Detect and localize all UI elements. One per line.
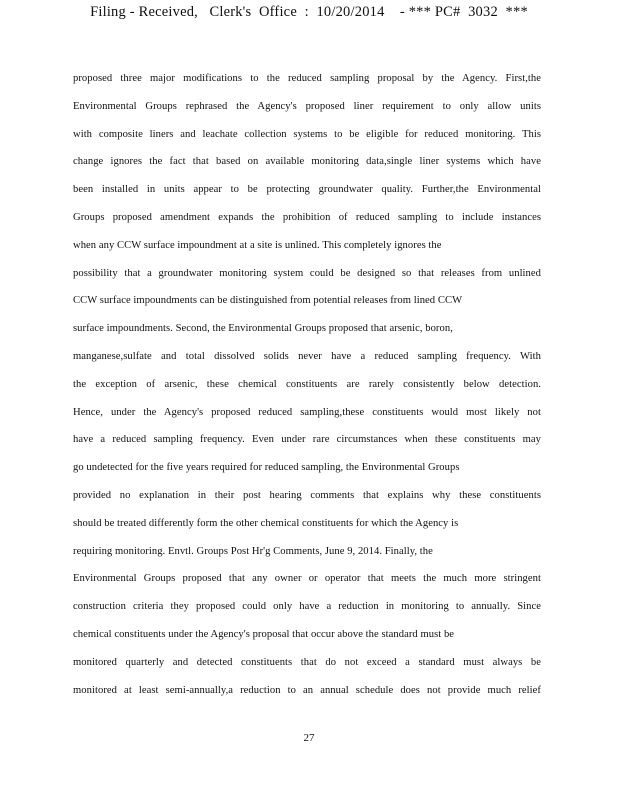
body-line: requiring monitoring. Envtl. Groups Post Hr'g Comments, June 9, 2014. Finally, the xyxy=(73,545,433,557)
body-line: proposed three major modifications to the reduced sampling proposal by the Agency. First,the xyxy=(73,73,541,84)
body-line: Hence, under the Agency's proposed reduced sampling,these constituents would most likely not xyxy=(73,406,541,418)
filing-stamp-header: Filing - Received, Clerk's Office : 10/20/2014 - *** PC# 3032 *** xyxy=(90,4,528,20)
page-number: 27 xyxy=(303,732,315,744)
body-line: chemical constituents under the Agency's proposal that occur above the standard must be xyxy=(73,628,455,640)
body-line: should be treated differently form the other chemical constituents for which the Agency is xyxy=(73,517,459,529)
body-line: CCW surface impoundments can be distinguished from potential releases from lined CCW xyxy=(73,295,463,307)
body-line: construction criteria they proposed could only have a reduction in monitoring to annually. Since xyxy=(73,601,541,613)
body-line: change ignores the fact that based on available monitoring data,single liner systems which have xyxy=(73,156,541,168)
body-line: when any CCW surface impoundment at a site is unlined. This completely ignores the xyxy=(73,239,442,251)
body-line: Groups proposed amendment expands the prohibition of reduced sampling to include instances xyxy=(73,211,541,223)
body-line: have a reduced sampling frequency. Even under rare circumstances when these constituents may xyxy=(73,434,541,446)
body-line: possibility that a groundwater monitoring system could be designed so that releases from unlined xyxy=(73,267,541,279)
body-line: monitored quarterly and detected constituents that do not exceed a standard must always be xyxy=(73,656,541,668)
document-body xyxy=(73,69,541,708)
body-line: Environmental Groups rephrased the Agency's proposed liner requirement to only allow units xyxy=(73,100,541,112)
body-line: been installed in units appear to be protecting groundwater quality. Further,the Environmental xyxy=(73,184,541,196)
body-line: with composite liners and leachate collection systems to be eligible for reduced monitoring. This xyxy=(73,128,541,140)
body-line: provided no explanation in their post hearing comments that explains why these constituents xyxy=(73,489,541,501)
body-line: the exception of arsenic, these chemical constituents are rarely consistently below detection. xyxy=(73,378,541,390)
body-line: surface impoundments. Second, the Environmental Groups proposed that arsenic, boron, xyxy=(73,323,453,335)
body-line: monitored at least semi-annually,a reduction to an annual schedule does not provide much relief xyxy=(73,684,541,696)
body-line: go undetected for the five years required for reduced sampling, the Environmental Groups xyxy=(73,462,460,474)
body-line: Environmental Groups proposed that any owner or operator that meets the much more stringent xyxy=(73,573,541,585)
body-line: manganese,sulfate and total dissolved solids never have a reduced sampling frequency. With xyxy=(73,350,541,362)
